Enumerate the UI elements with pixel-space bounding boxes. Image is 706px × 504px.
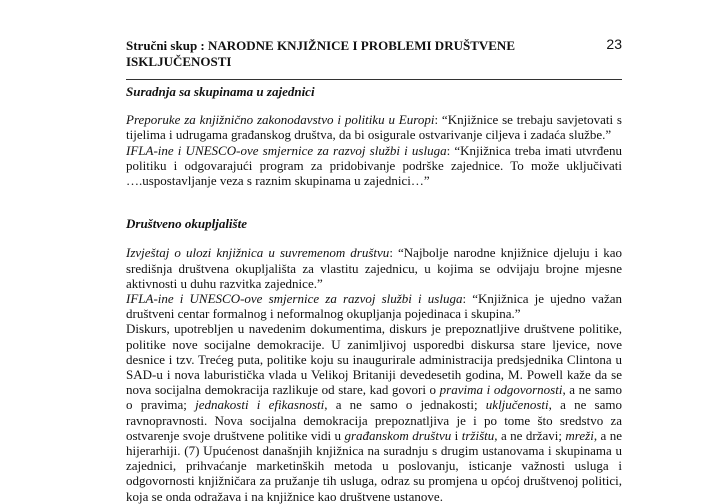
body-text: , a ne državi; <box>494 427 566 443</box>
paragraph-discourse <box>126 321 622 503</box>
body-text: i <box>451 427 462 443</box>
section-heading-social-hub: Društveno okupljalište <box>126 216 247 232</box>
paragraph-ifla-guidelines <box>126 143 622 189</box>
page-number: 23 <box>606 36 622 52</box>
emphasis: jednakosti i efikasnosti <box>195 397 325 413</box>
emphasis: uključenosti <box>485 397 549 413</box>
quote-text: : “Knjižnica je ujedno važan društveni centar formalnog i neformalnog okupljanja pojedinaca i skupina.” <box>126 291 622 322</box>
page-body <box>126 84 622 504</box>
emphasis: pravima i odgovornosti <box>439 382 563 398</box>
paragraph-ifla-guidelines-2 <box>126 291 622 321</box>
header-title: Stručni skup : NARODNE KNJIŽNICE I PROBLEMI DRUŠTVENE ISKLJUČENOSTI <box>126 38 515 69</box>
source-title: IFLA-ine i UNESCO-ove smjernice za razvoj službi i usluga <box>126 142 447 158</box>
body-text: , a ne hijerarhiji. (7) Upućenost današnjih knjižnica na suradnju s drugim ustanovama i skupinama u zajednici, prihvaćanje marketinških metoda u poslovanju, isticanje važnosti usluga i odgovornosti knjižničara za pružanje tih usluga, odraz su promjena u općoj društvenoj politici, koja se onda odražava i na knjižnice kao društvene ustanove. <box>126 427 622 504</box>
emphasis: mreži <box>565 427 594 443</box>
source-title: Preporuke za knjižnično zakonodavstvo i politiku u Europi <box>126 112 435 128</box>
header-rule <box>126 79 622 80</box>
section-heading-cooperation: Suradnja sa skupinama u zajednici <box>126 84 315 99</box>
quote-text: : “Najbolje narodne knjižnice djeluju i kao središnja društvena okupljališta za vlastitu zajednicu, u kojima se odvijaju brojne mjesne aktivnosti u duhu razvitka zajednice.” <box>126 245 622 291</box>
body-text: , a ne samo o pravima; <box>126 382 623 413</box>
emphasis: građanskom društvu <box>344 427 452 443</box>
paragraph-eu-recommendations <box>126 112 622 142</box>
body-text: Diskurs, upotrebljen u navedenim dokumentima, diskurs je prepoznatljive društvene politike, politike nove socijalne demokracije. U zanimljivoj usporedbi diskursa stare ljevice, nove desnice i tzv. Trećeg puta, politike koju su inaugurirale administracija predsjednika Clintona u SAD-u i nova laburistička vlada u Velikoj Britaniji devedesetih godina, M. Powell kaže da se nova socijalna demokracija razlikuje od stare, kad govori o <box>126 321 622 398</box>
body-text: , a ne samo o jednakosti; <box>324 397 486 413</box>
source-title: IFLA-ine i UNESCO-ove smjernice za razvoj službi i usluga <box>126 291 463 307</box>
paragraph-library-role-report <box>126 245 622 291</box>
emphasis: tržištu <box>461 427 495 443</box>
quote-text: : “Knjižnice se trebaju savjetovati s tijelima i udrugama građanskog društva, da bi osigurale ostvarivanje ciljeva i zadaća službe.” <box>126 112 622 143</box>
body-text: , a ne samo ravnopravnosti. Nova socijalna demokracija prepoznatljiva je i po tome što sredstvo za ostvarenje svoje društvene politike vidi u <box>126 397 622 443</box>
quote-text: : “Knjižnica treba imati utvrđenu politiku i odgovarajući program za pridobivanje podrške zajednice. To može uključivati ….uspostavljanje veza s raznim skupinama u zajednici…” <box>126 142 623 189</box>
source-title: Izvještaj o ulozi knjižnica u suvremenom društvu <box>126 245 390 261</box>
running-header <box>126 38 622 70</box>
